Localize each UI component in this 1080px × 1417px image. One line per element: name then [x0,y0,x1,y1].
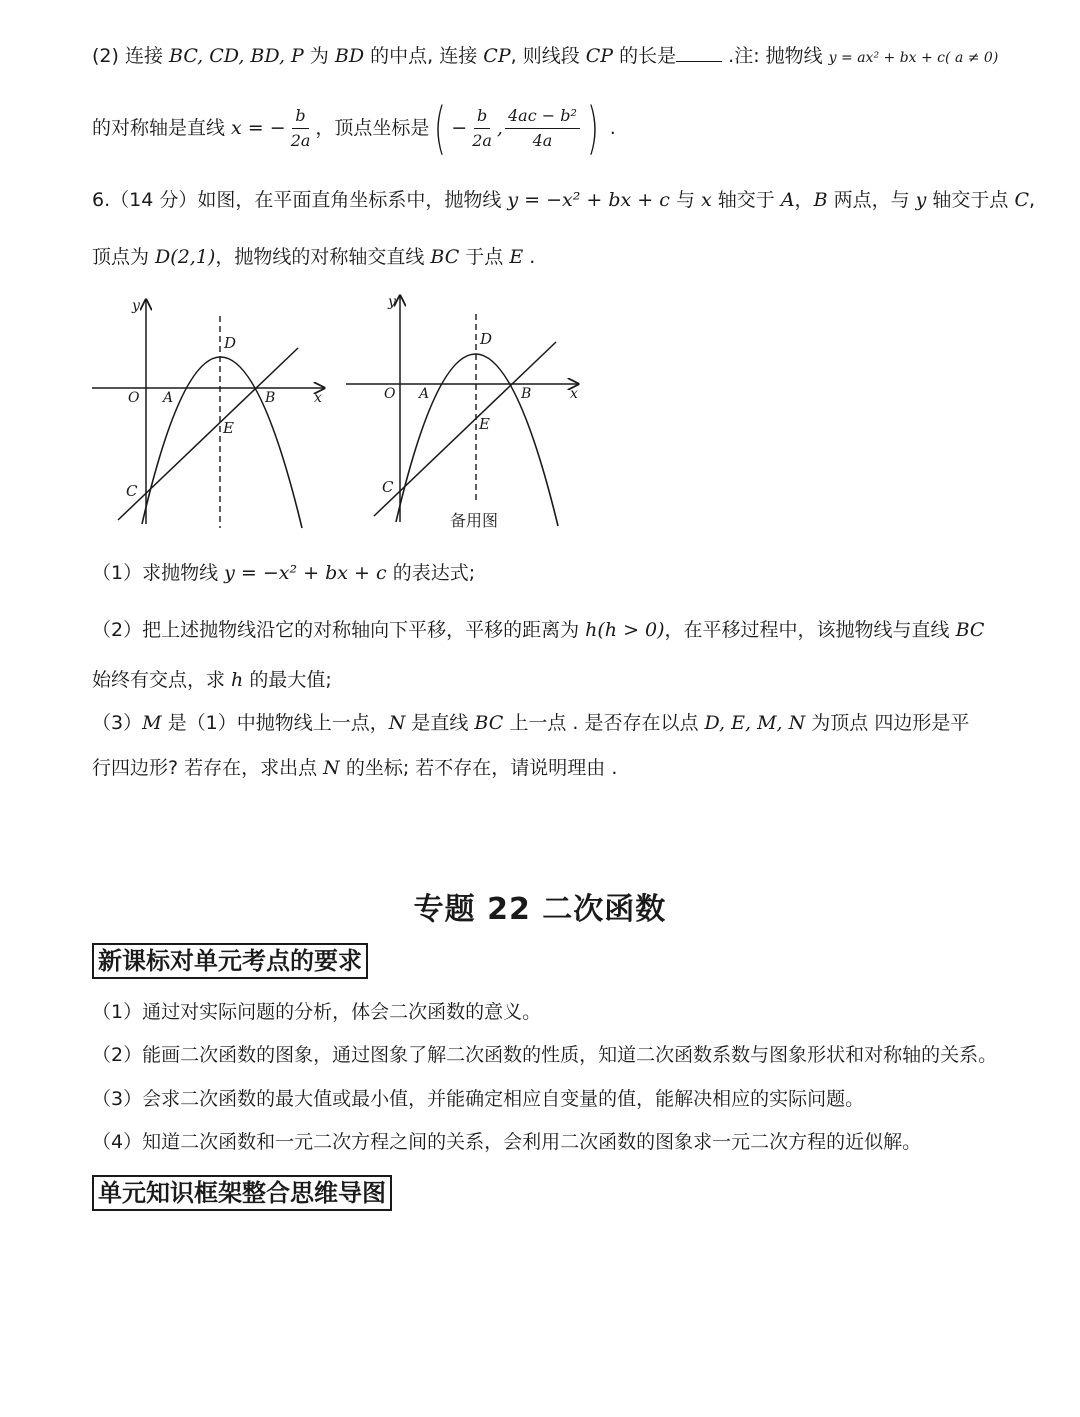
requirement-item-1: （1）通过对实际问题的分析，体会二次函数的意义。 [92,1001,542,1023]
left-paren: ( [434,95,447,161]
requirement-item-3: （3）会求二次函数的最大值或最小值，并能确定相应自变量的值，能解决相应的实际问题。 [92,1088,865,1110]
answer-blank[interactable] [676,43,722,62]
label-a: A [163,390,174,406]
label-d: D [480,330,493,348]
right-paren: ) [586,95,599,161]
axis-fraction: $\frac{b}{2a}$ [290,106,311,150]
label-b: B [521,386,532,402]
label-y: y [388,294,396,310]
label-x: x [314,390,322,406]
label-a: A [419,386,430,402]
label-y: y [132,298,140,314]
q6-intro-line-2: 顶点为 D(2,1)，抛物线的对称轴交直线 BC 于点 E . [92,246,536,268]
spare-caption: 备用图 [450,511,499,530]
label-e: E [479,415,490,433]
q6-part2-cont: 始终有交点，求 h 的最大值; [92,669,332,691]
q6-part3-cont: 行四边形? 若存在，求出点 N 的坐标; 若不存在，请说明理由 . [92,757,618,779]
label-e: E [223,419,234,437]
label-c: C [382,478,394,496]
label-x: x [570,386,578,402]
parabola [396,354,558,526]
q6-part2: （2）把上述抛物线沿它的对称轴向下平移，平移的距离为 h(h > 0)，在平移过程中，该抛物线与直线 BC [92,619,985,641]
label-d: D [224,334,237,352]
label-b: B [265,390,276,406]
requirement-item-4: （4）知道二次函数和一元二次方程之间的关系，会利用二次函数的图象求一元二次方程的近似解。 [92,1131,922,1153]
vertex-fraction-2: $\frac{\text{4ac − b²}}{4a}$ [505,106,580,151]
q5-part2-line: (2) 连接 BC, CD, BD, P 为 BD 的中点, 连接 CP, 则线段 CP 的长是 .注: 抛物线 y = ax² + bx + c( a ≠ 0) [92,45,999,67]
label-o: O [384,386,396,402]
label-c: C [126,482,138,500]
q6-intro-line: 6.（14 分）如图，在平面直角坐标系中，抛物线 y = −x² + bx + c 与 x 轴交于 A，B 两点，与 y 轴交于点 C, [92,189,1036,211]
line-bc [118,348,298,520]
figure-main [88,292,333,532]
label-o: O [128,390,140,406]
line-bc [374,342,556,516]
q5-note-line: 的对称轴是直线 x = − $\frac{b}{2a}$ ，顶点坐标是( − $\frac{b}{2a}$ , $\frac{\text{4ac − b²}}{4a}$ ) . [92,95,616,161]
section-title: 专题 22 二次函数 [413,892,667,927]
q6-part1: （1）求抛物线 y = −x² + bx + c 的表达式; [92,562,476,584]
requirement-item-2: （2）能画二次函数的图象，通过图象了解二次函数的性质，知道二次函数系数与图象形状和对称轴的关系。 [92,1044,998,1066]
parabola [142,357,302,528]
vertex-fraction-1: $\frac{b}{2a}$ [472,106,492,150]
q6-part3: （3）M 是（1）中抛物线上一点，N 是直线 BC 上一点 . 是否存在以点 D, E, M, N 为顶点 四边形是平 [92,712,970,734]
mindmap-heading: 单元知识框架整合思维导图 [92,1175,392,1211]
figure-spare [342,290,587,535]
requirements-heading: 新课标对单元考点的要求 [92,943,368,979]
